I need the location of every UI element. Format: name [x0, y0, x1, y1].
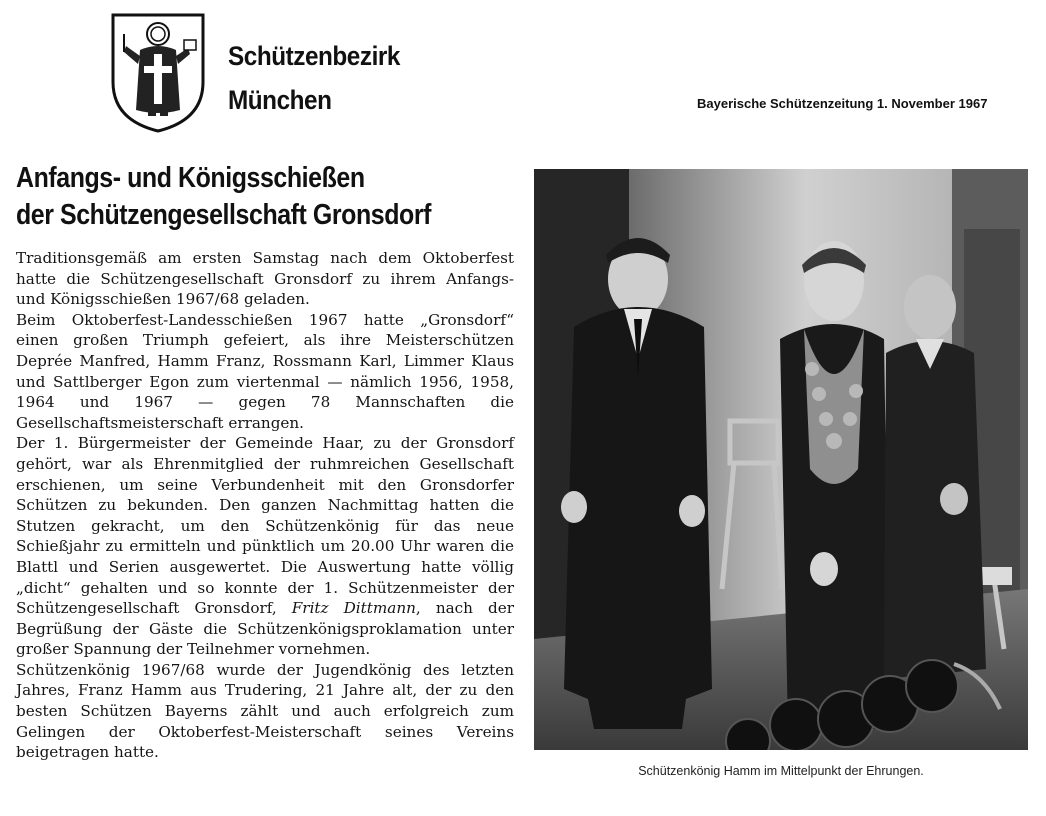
paragraph-4: Schützenkönig 1967/68 wurde der Jugendkönig des letzten Jahres, Franz Hamm aus Trudering, 21 Jahre alt, der zu den besten Schützen Bayerns zählt und auch erfolgreich zum Gelingen der Oktoberfest-Meisterschaft seines Vereins beigetragen hatte.	[16, 660, 514, 762]
headline-line-1: Anfangs- und Königsschießen	[16, 162, 365, 194]
munich-coat-of-arms-icon	[110, 12, 206, 134]
paragraph-1: Traditionsgemäß am ersten Samstag nach dem Oktoberfest hatte die Schützengesellschaft Gronsdorf zu ihrem Anfangs- und Königsschießen 1967/68 geladen.	[16, 249, 514, 309]
headline-line-2: der Schützengesellschaft Gronsdorf	[16, 199, 431, 231]
person-name: Fritz Dittmann	[291, 599, 416, 618]
masthead-title	[228, 34, 400, 122]
article-photo	[534, 169, 1028, 750]
masthead-line-1: Schützenbezirk	[228, 41, 400, 71]
source-citation: Bayerische Schützenzeitung 1. November 1967	[697, 96, 988, 111]
paragraph-3	[16, 433, 514, 660]
paragraph-2: Beim Oktoberfest-Landesschießen 1967 hatte „Gronsdorf“ einen großen Triumph gefeiert, als ihre Meisterschützen Deprée Manfred, Hamm Franz, Rossmann Karl, Limmer Klaus und Sattlberger Egon zum viertenmal — nämlich 1956, 1958, 1964 und 1967 — gegen 78 Mannschaften die Gesellschaftsmeisterschaft errangen.	[16, 310, 514, 432]
article-headline	[16, 160, 431, 234]
paragraph-3-start: Der 1. Bürgermeister der Gemeinde Haar, zu der Gronsdorf gehört, war als Ehrenmitglied der ruhmreichen Gesellschaft erschienen, um seine Verbundenheit mit den Gronsdorfer Schützen zu bekunden. Den ganzen Nachmittag hatten die Stutzen gekracht, um den Schützenkönig für das neue Schießjahr zu ermitteln und pünktlich um 20.00 Uhr waren die Blattl und Serien ausgewertet. Die Auswertung hatte völlig „dicht“ gehalten und so konnte der 1. Schützenmeister der Schützengesellschaft Gronsdorf,	[16, 434, 514, 618]
masthead-line-2: München	[228, 85, 332, 115]
article-body	[16, 248, 514, 763]
photo-caption: Schützenkönig Hamm im Mittelpunkt der Ehrungen.	[638, 764, 924, 778]
paragraph-3-end: , nach der Begrüßung der Gäste die Schützenkönigsproklamation unter großer Spannung der Teilnehmer vornehmen.	[16, 599, 515, 659]
